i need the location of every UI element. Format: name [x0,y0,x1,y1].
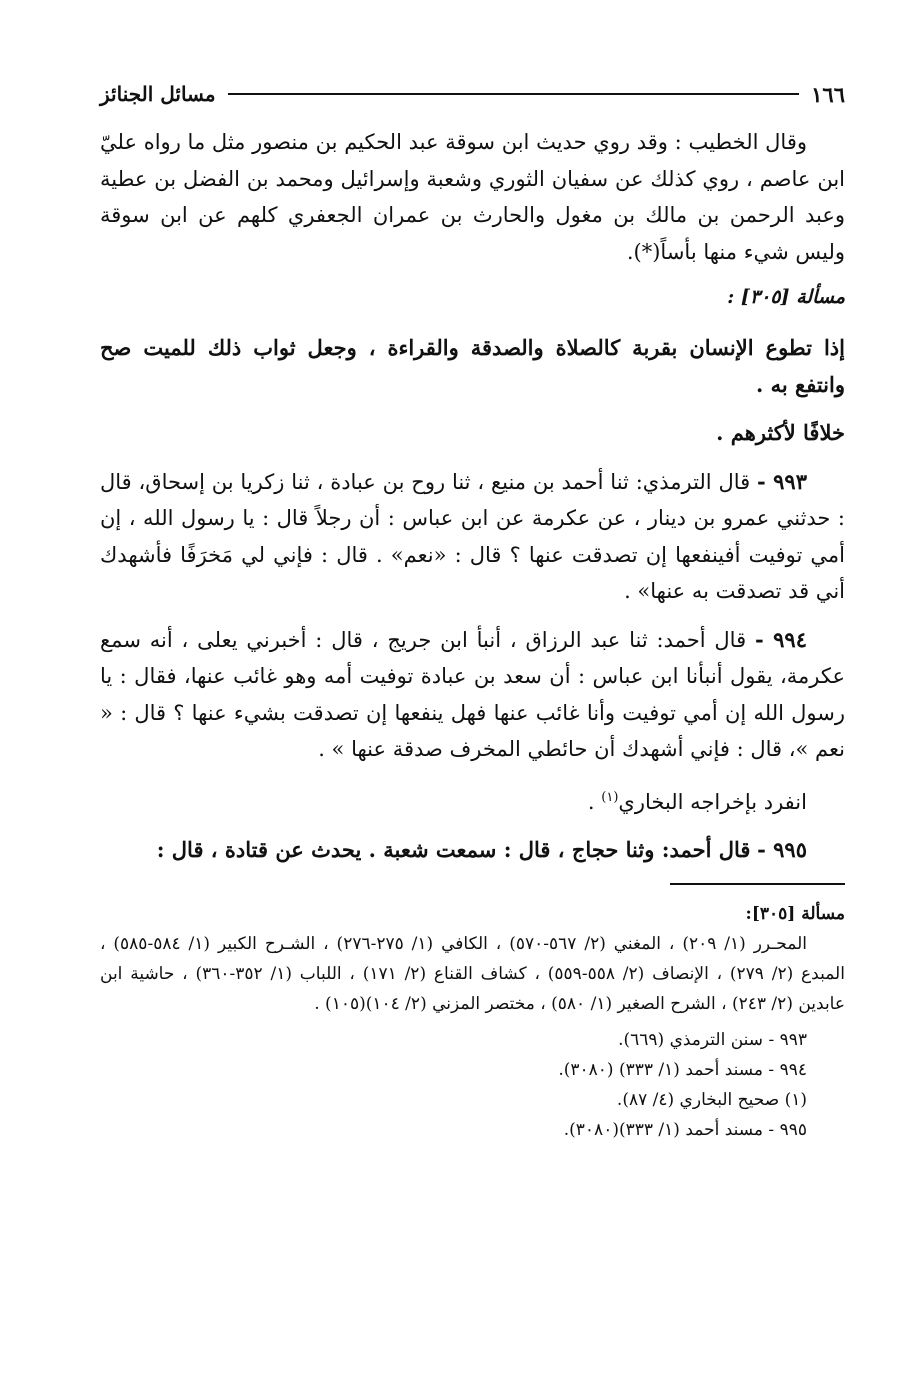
masala-heading: مسألة [٣٠٥] : [727,286,845,308]
hadith-text: قال الترمذي: ثنا أحمد بن منيع ، ثنا روح بن عبادة ، ثنا زكريا بن إسحاق، قال : حدثني عمرو بن دينار ، عن عكرمة عن ابن عباس : أن رجلاً قال : يا رسول الله ، إن أمي توفيت أفينفعها إن تصدقت عنها ؟ قال : «نعم» . قال : فإني لي مَخرَفًا فأشهدك أني قد تصدقت به عنها» . [100,469,845,603]
bukhari-note-text: انفرد بإخراجه البخاري [618,789,807,814]
page [100,74,845,1145]
hadith-994 [100,622,845,768]
footnote-separator [670,883,845,885]
bukhari-note: انفرد بإخراجه البخاري$^{(١)}$ . [587,789,807,814]
hadith-995 [100,832,845,869]
footnote-item: ٩٩٣ - سنن الترمذي (٦٦٩). [618,1029,807,1050]
footnote-ref: (١) [601,789,619,805]
hadith-number: ٩٩٣ - [756,468,807,494]
page-number: ١٦٦ [811,81,845,107]
footnote-item: (١) صحيح البخاري (٤/ ٨٧). [616,1089,807,1110]
running-title: مسائل الجنائز [100,82,216,106]
footnotes [100,899,845,1145]
masala-text: إذا تطوع الإنسان بقربة كالصلاة والصدقة والقراءة ، وجعل ثواب ذلك للميت صح وانتفع به . [100,335,845,397]
hadith-text: قال أحمد: ثنا عبد الرزاق ، أنبأ ابن جريج ، قال : أخبرني يعلى ، أنه سمع عكرمة، يقول أنبأنا ابن عباس : أن سعد بن عبادة توفيت أمه وهو غائب عنها، فقال : يا رسول الله إن أمي توفيت وأنا غائب عنها فهل ينفعها إن تصدقت بشيء عنها ؟ قال : « نعم »، قال : فإني أشهدك أن حائطي المخرف صدقة عنها » . [100,627,845,761]
footnote-item: ٩٩٤ - مسند أحمد (١/ ٣٣٣) (٣٠٨٠). [558,1059,807,1080]
hadith-number: ٩٩٤ - [754,626,807,652]
hadith-993 [100,464,845,610]
header-rule [228,93,800,95]
khilaf-text: خلافًا لأكثرهم . [716,420,845,445]
hadith-text: قال أحمد: وثنا حجاج ، قال : سمعت شعبة . يحدث عن قتادة ، قال : [156,837,751,862]
footnote-item: ٩٩٥ - مسند أحمد (١/ ٣٣٣)(٣٠٨٠). [563,1119,807,1140]
hadith-number: ٩٩٥ - [757,837,807,862]
footnote-title: مسألة [٣٠٥]: [745,903,845,924]
page-header [100,74,845,114]
footnote-references: المحـرر (١/ ٢٠٩) ، المغني (٢/ ٥٦٧-٥٧٠) ، الكافي (١/ ٢٧٥-٢٧٦) ، الشـرح الكبير (١/ ٥٨٤-٥٨٥) ، المبدع (٢/ ٢٧٩) ، الإنصاف (٢/ ٥٥٨-٥٥٩) ، كشاف القناع (٢/ ١٧١) ، اللباب (١/ ٣٥٢-٣٦٠) ، حاشية ابن عابدين (٢/ ٢٤٣) ، الشرح الصغير (١/ ٥٨٠) ، مختصر المزني (٢/ ١٠٤)(١٠٥) . [100,933,845,1014]
intro-paragraph: وقال الخطيب : وقد روي حديث ابن سوقة عبد الحكيم بن منصور مثل ما رواه عليّ ابن عاصم ، روي كذلك عن سفيان الثوري وشعبة وإسرائيل ومحمد بن الفضل بن عطية وعبد الرحمن بن مالك بن مغول والحارث بن عمران الجعفري كلهم عن ابن سوقة وليس شيء منها بأساً(*). [100,130,845,264]
